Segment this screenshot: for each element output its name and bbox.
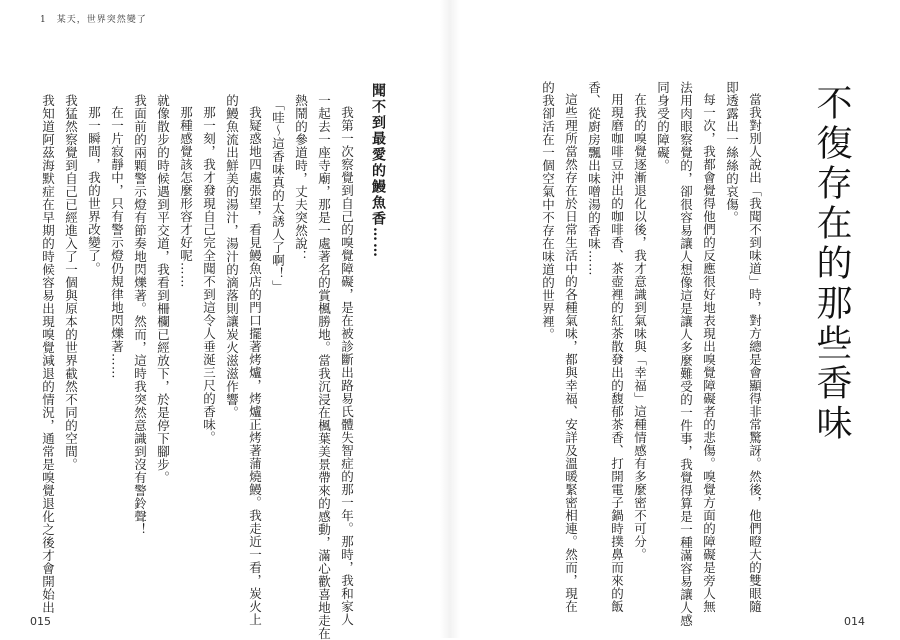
text-column: 這些理所當然存在於日常生活中的各種氣味，都與幸福、安詳及溫暖緊密相連。然而，現在 xyxy=(563,93,579,613)
text-column: 每一次，我都會覺得他們的反應很好地表現出嗅覺障礙者的悲傷。嗅覺方面的障礙是旁人無 xyxy=(701,93,717,613)
text-column: 法用肉眼察覺的，卻很容易讓人想像這是讓人多麼難受的一件事，我覺得算是一種滿容易讓人感 xyxy=(678,81,694,627)
page-number: 014 xyxy=(844,615,865,628)
text-column: 「哇～這香味真的太誘人了啊！」 xyxy=(270,98,286,293)
left-page xyxy=(0,0,450,638)
text-column: 在一片寂靜中，只有警示燈仍規律地閃爍著…… xyxy=(109,106,125,379)
chapter-title: 不復存在的那些香味 xyxy=(811,84,852,444)
text-column: 就像散步的時候遇到平交道，我看到柵欄已經放下，於是停下腳步。 xyxy=(155,94,171,484)
text-column: 一起去一座寺廟，那是一處著名的賞楓勝地。當我沉浸在楓葉美景帶來的感動，滿心歡喜地走在 xyxy=(316,94,332,640)
text-column: 我猛然察覺到自己已經進入了一個與原本的世界截然不同的空間。 xyxy=(63,94,79,471)
text-column: 在我的嗅覺逐漸退化以後，我才意識到氣味與「幸福」這種情感有多麼密不可分。 xyxy=(632,93,648,561)
text-column: 用現磨咖啡豆沖出的咖啡香、茶壺裡的紅茶散發出的馥郁茶香、打開電子鍋時撲鼻而來的飯 xyxy=(609,93,625,613)
text-column: 香、從廚房飄出味噌湯的香味…… xyxy=(586,81,602,276)
text-column: 的鰻魚流出鮮美的湯汁，湯汁的滴落則讓炭火滋滋作響。 xyxy=(224,94,240,419)
section-subheading: 聞不到最愛的鰻魚香…… xyxy=(370,83,386,259)
text-column: 那種感覺該怎麼形容才好呢…… xyxy=(178,106,194,288)
text-column: 我面前的兩顆警示燈有節奏地閃爍著。然而，這時我突然意識到沒有警鈴聲！ xyxy=(132,94,148,536)
text-column: 的我卻活在一個空氣中不存在味道的世界裡。 xyxy=(540,81,556,341)
right-page xyxy=(450,0,900,638)
text-column: 我知道阿茲海默症在早期的時候容易出現嗅覺減退的情況，通常是嗅覺退化之後才會開始出 xyxy=(40,94,56,614)
text-column: 那一刻，我才發現自己完全聞不到這令人垂涎三尺的香味。 xyxy=(201,106,217,444)
text-column: 那一瞬間，我的世界改變了。 xyxy=(86,106,102,275)
text-column: 熱鬧的參道時，丈夫突然說： xyxy=(293,94,309,263)
text-column: 我疑惑地四處張望，看見鰻魚店的門口擺著烤爐，烤爐正烤著蒲燒鰻。我走近一看，炭火上 xyxy=(247,106,263,626)
text-column: 即透露出一絲絲的哀傷。 xyxy=(724,81,740,224)
text-column: 同身受的障礙。 xyxy=(655,81,671,172)
text-column: 我第一次察覺到自己的嗅覺障礙，是在被診斷出路易氏體失智症的那一年。那時，我和家人 xyxy=(339,106,355,626)
page-number: 015 xyxy=(30,615,51,628)
running-header: 1 某天，世界突然變了 xyxy=(40,15,147,25)
text-column: 當我對別人說出「我聞不到味道」時，對方總是會顯得非常驚訝。然後，他們瞪大的雙眼隨 xyxy=(747,93,763,613)
